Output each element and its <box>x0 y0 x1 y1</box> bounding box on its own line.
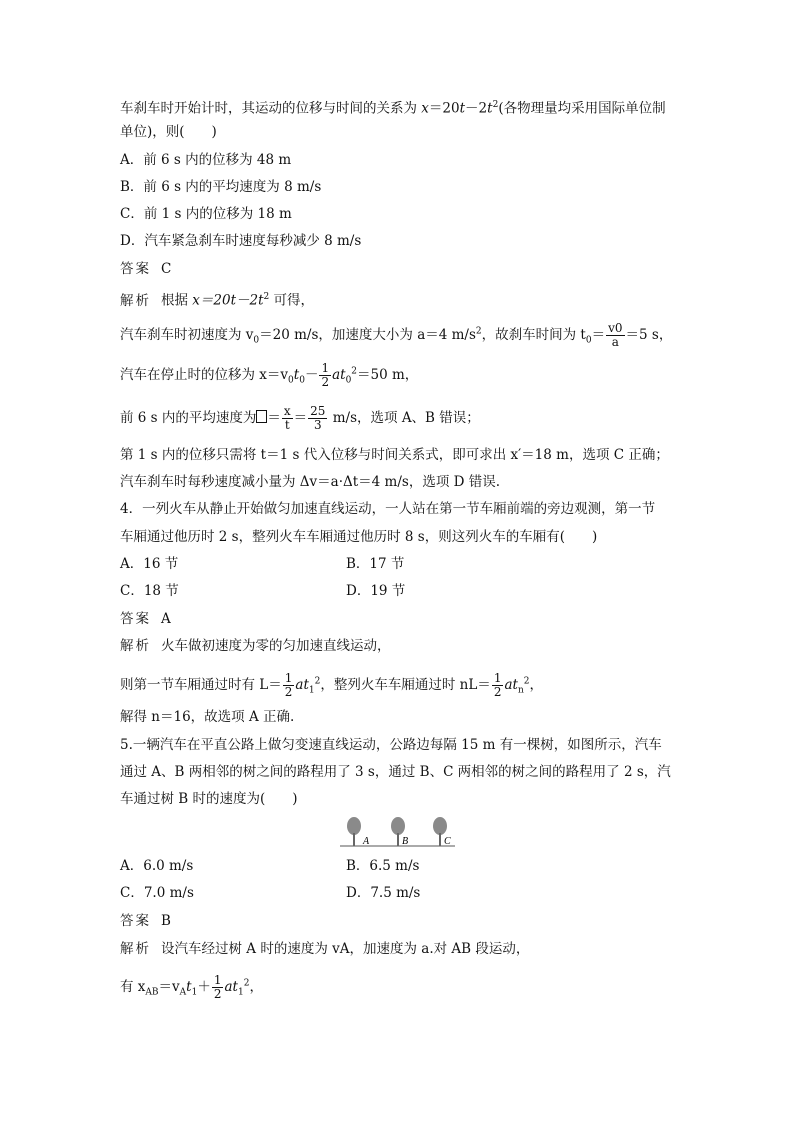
q4-options-row2 <box>120 582 406 600</box>
q4-analysis-line1: 解析 火车做初速度为零的匀加速直线运动， <box>120 638 391 654</box>
q5-analysis-line1: 解析 设汽车经过树 A 时的速度为 vA，加速度为 a.对 AB 段运动， <box>120 941 530 957</box>
fraction: $\frac{25}{3}$ <box>310 404 326 432</box>
tree-label-c: C <box>444 836 451 847</box>
q4-option-c: C．18 节 <box>120 583 179 599</box>
q3-answer: 答案 C <box>120 261 172 277</box>
q3-stem-line1: 车刹车时开始计时，其运动的位移与时间的关系为 $x=20t-2t^2$(各物理量均采用国际单位制 <box>120 100 666 117</box>
q3-option-b: B．前 6 s 内的平均速度为 8 m/s <box>120 179 322 195</box>
q3-analysis-line6: 汽车刹车时每秒速度减小量为 Δv＝a·Δt＝4 m/s，选项 D 错误. <box>120 474 501 490</box>
q4-answer: 答案 A <box>120 611 171 627</box>
q5-stem-line1: 5.一辆汽车在平直公路上做匀变速直线运动，公路边每隔 15 m 有一棵树，如图所示，汽车 <box>120 737 662 753</box>
q5-answer: 答案 B <box>120 913 171 929</box>
tree-road-figure <box>340 815 455 850</box>
q5-option-d: D．7.5 m/s <box>346 885 421 901</box>
q4-stem-line2: 车厢通过他历时 2 s，整列火车车厢通过他历时 8 s，则这列火车的车厢有( ) <box>120 529 598 545</box>
tree-label-b: B <box>402 836 409 847</box>
q3-option-c: C．前 1 s 内的位移为 18 m <box>120 206 292 222</box>
tree-label-a: A <box>363 836 370 847</box>
q5-options-row1 <box>120 857 420 875</box>
q4-options-row1 <box>120 555 405 573</box>
q3-option-a: A．前 6 s 内的位移为 48 m <box>120 152 292 168</box>
q4-analysis-line3: 解得 n＝16，故选项 A 正确. <box>120 709 295 725</box>
average-velocity-symbol <box>256 410 267 423</box>
q4-analysis-line2: 则第一节车厢通过时有 L＝ $\frac{1}{2}$ $at_1^2$，整列火车车厢通过时 nL＝ $\frac{1}{2}$ $at_n^2$， <box>120 671 543 699</box>
fraction: $\frac{1}{2}$ <box>284 671 293 699</box>
fraction: $\frac{1}{2}$ <box>493 671 502 699</box>
q5-stem-line3: 车通过树 B 时的速度为( ) <box>120 791 298 807</box>
q5-options-row2 <box>120 884 421 902</box>
q3-option-d: D．汽车紧急刹车时速度每秒减少 8 m/s <box>120 233 362 249</box>
fraction: $\frac{x}{t}$ <box>283 404 291 432</box>
q3-analysis-line4: 前 6 s 内的平均速度为 ＝ $\frac{x}{t}$ ＝ $\frac{25}{3}$ m/s，选项 A、B 错误； <box>120 404 480 432</box>
tree-a-icon <box>347 817 361 846</box>
q5-option-c: C．7.0 m/s <box>120 885 194 901</box>
fraction: $\frac{1}{2}$ <box>213 973 222 1001</box>
q3-analysis-line2: 汽车刹车时初速度为 $v_0=20$ m/s，加速度大小为 a＝4 $m/s^2$，故刹车时间为 $t_0=$ $\frac{v0}{a}$ ＝5 s， <box>120 321 673 349</box>
q4-option-d: D．19 节 <box>346 583 406 599</box>
q5-option-b: B．6.5 m/s <box>346 858 420 874</box>
q4-stem-line1: 4．一列火车从静止开始做匀加速直线运动，一人站在第一节车厢前端的旁边观测，第一节 <box>120 501 656 517</box>
q3-stem-line2: 单位)，则( ) <box>120 124 217 140</box>
q5-analysis-line2: 有 $x_{AB}=v_At_1+$ $\frac{1}{2}$ $at_1^2$， <box>120 973 263 1001</box>
fraction: $\frac{1}{2}$ <box>321 361 330 389</box>
fraction: $\frac{v0}{a}$ <box>608 321 623 349</box>
q4-option-b: B．17 节 <box>346 556 405 572</box>
q5-option-a: A．6.0 m/s <box>120 858 194 874</box>
q4-option-a: A．16 节 <box>120 556 179 572</box>
q3-analysis-line3: 汽车在停止时的位移为 $x=v_0t_0-$ $\frac{1}{2}$ $at_0^2=50$ m， <box>120 361 419 389</box>
q5-stem-line2: 通过 A、B 两相邻的树之间的路程用了 3 s，通过 B、C 两相邻的树之间的路程用了 2 s，汽 <box>120 764 671 780</box>
q3-analysis-line5: 第 1 s 内的位移只需将 t＝1 s 代入位移与时间关系式，即可求出 x′＝18 m，选项 C 正确； <box>120 447 669 463</box>
q3-analysis-line1: 解析 根据 $x=20t-2t^2$ 可得， <box>120 292 315 309</box>
